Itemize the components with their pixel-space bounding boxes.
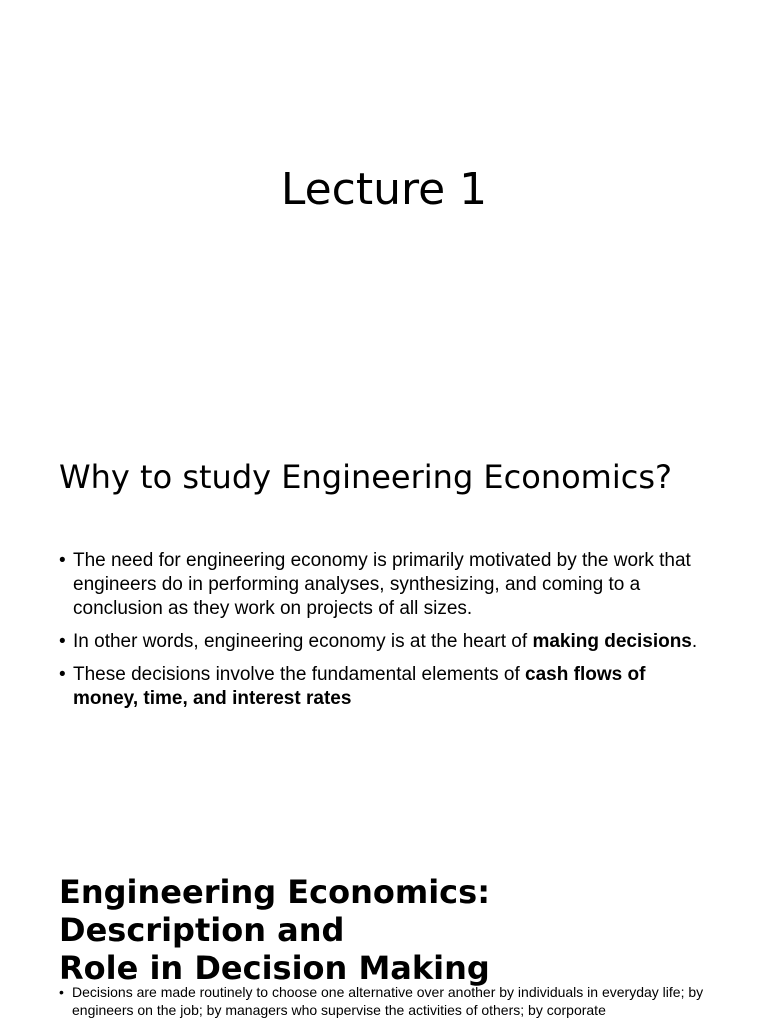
- bullet-emphasis: making decisions: [532, 631, 692, 652]
- bullet-text: These decisions involve the fundamental elements of: [73, 664, 526, 685]
- heading-line-2: Description and: [59, 911, 345, 949]
- bullet-item-decisions-routine: [59, 983, 719, 1019]
- slide-heading: [59, 873, 749, 987]
- bullet-emphasis: cash flows of money, time, and interest rates: [73, 664, 646, 709]
- slide-lecture-title: [0, 0, 768, 432]
- bullet-text: The need for engineering economy is primarily motivated by the work that engineers do in performing analyses, synthesizing, and coming to a conclusion as they work on projects of all sizes.: [73, 550, 691, 619]
- bullet-item-elements: [59, 663, 711, 711]
- bullet-text: In other words, engineering economy is at the heart of: [73, 631, 533, 652]
- bullet-text: Decisions are made routinely to choose one alternative over another by individuals in everyday life; by engineers on the job; by managers who supervise the activities of others; by corporate: [72, 984, 704, 1018]
- bullet-list: [59, 983, 719, 1019]
- bullet-text-suffix: .: [691, 631, 698, 652]
- lecture-title: Lecture 1: [280, 164, 488, 215]
- heading-line-1: Engineering Economics:: [59, 873, 490, 911]
- bullet-item-decisions: [59, 630, 711, 654]
- heading-line-3: Role in Decision Making: [59, 949, 490, 987]
- bullet-item-motivation: [59, 549, 711, 621]
- slide-heading: Why to study Engineering Economics?: [59, 458, 672, 496]
- slide-why-study: [0, 432, 768, 864]
- slide-description-role: [0, 864, 768, 1024]
- bullet-list: [59, 549, 711, 720]
